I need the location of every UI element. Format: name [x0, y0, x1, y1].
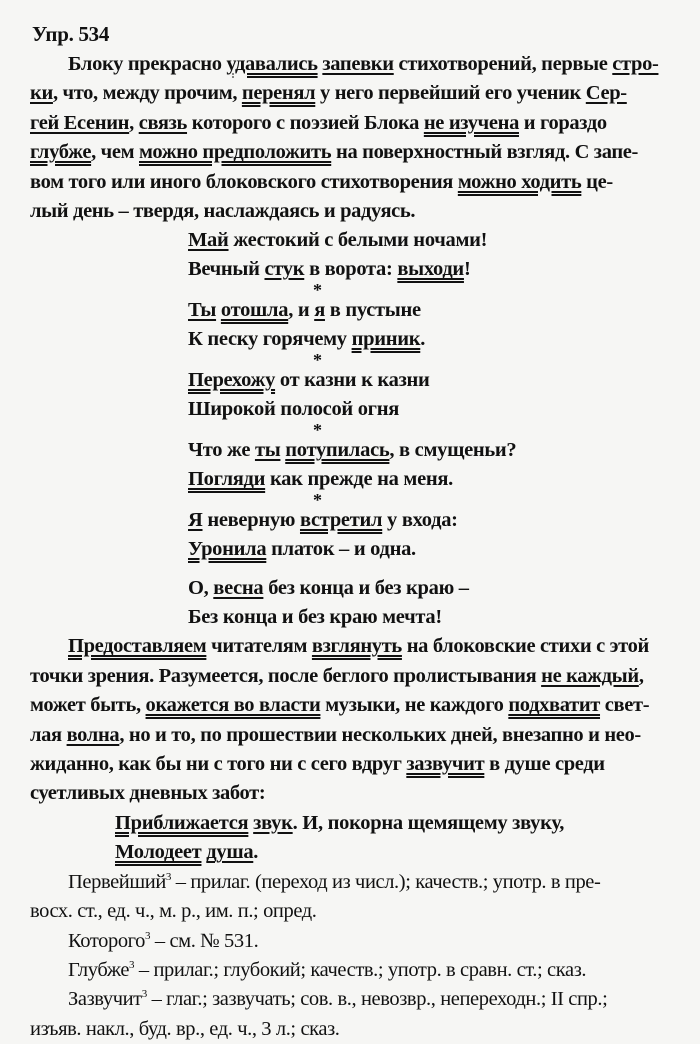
predicate-word: Приближается: [115, 811, 249, 834]
note-entry: [30, 927, 682, 956]
text-run: , что, между прочим,: [52, 82, 242, 105]
note-text: – прилаг. (переход из числ.); качеств.; употр. в пре-: [171, 870, 601, 893]
parse-number: 3: [145, 929, 151, 942]
stanza-separator-asterisk: *: [313, 280, 322, 301]
parse-number: 3: [141, 988, 147, 1001]
note-continuation: изъяв. накл., буд. вр., ед. ч., 3 л.; сказ.: [30, 1017, 340, 1040]
text-run: от казни к казни: [275, 369, 430, 392]
subject-word: душа: [206, 841, 254, 864]
subject-word: гей Есенин: [30, 111, 130, 134]
text-run: К песку горячему: [188, 328, 352, 351]
predicate-word: Погляди: [188, 468, 266, 491]
predicate-word: взглянуть: [311, 635, 402, 658]
text-run: вом того или иного блоковского стихотворения: [30, 170, 458, 193]
text-run: жестокий с белыми ночами!: [228, 229, 488, 252]
predicate-word: потупилась: [285, 439, 390, 462]
verse-line: [188, 296, 682, 325]
text-run: у входа:: [382, 509, 458, 532]
text-run: в душе среди: [484, 753, 605, 776]
note-text: – см. № 531.: [150, 929, 259, 952]
paragraph-readers: [30, 632, 682, 808]
text-run: , но и то, по прошествии нескольких дней, внезапно и нео-: [119, 723, 641, 746]
predicate-word: окажется во власти: [145, 694, 321, 717]
text-run: которого с поэзией Блока: [187, 111, 424, 134]
predicate-word: Молодеет: [115, 841, 202, 864]
predicate-word: можно ходить: [457, 170, 582, 193]
stanza-separator-asterisk: *: [313, 350, 322, 371]
text-run: в пустыне: [324, 299, 421, 322]
subject-word: стро-: [612, 53, 659, 75]
text-run: Вечный: [188, 258, 265, 281]
predicate-word: приник: [351, 328, 421, 351]
note-word: Зазвучит: [68, 988, 142, 1011]
verse-line: [188, 395, 682, 424]
subject-word: я: [314, 299, 325, 322]
verse-line: [188, 535, 682, 564]
subject-word: Я: [188, 509, 203, 532]
text-run: в ворота:: [304, 258, 398, 281]
verse-line: [188, 506, 682, 535]
note-text: – прилаг.; глубокий; качеств.; употр. в сравн. ст.; сказ.: [134, 958, 587, 981]
text-run: лая: [30, 723, 67, 746]
subject-word: волна: [66, 723, 120, 746]
text-run: у него первейший его ученик: [315, 82, 586, 105]
predicate-word: подхватит: [508, 694, 601, 717]
text-run: Широкой полосой огня: [188, 398, 399, 421]
text-run: может быть,: [30, 694, 146, 717]
note-word: Глубже: [68, 958, 130, 981]
text-run: на поверхностный взгляд. С запе-: [331, 141, 639, 164]
text-run: точки зрения. Разумеется, после беглого пролистывания: [30, 664, 542, 687]
note-continuation: восх. ст., ед. ч., м. р., им. п.; опред.: [30, 900, 317, 923]
parse-number: 3: [165, 870, 172, 883]
text-run: платок – и одна.: [266, 538, 416, 561]
text-run: на блоковские стихи с этой: [401, 635, 649, 658]
paragraph-intro: [30, 50, 682, 226]
text-run: .: [253, 841, 259, 864]
note-entry: [30, 956, 682, 985]
subject-word: ты: [254, 439, 281, 462]
stanza-separator-asterisk: *: [313, 490, 322, 511]
predicate-word: Уронила: [188, 538, 267, 561]
predicate-word: перенял: [241, 82, 316, 105]
predicate-word: встретил: [299, 509, 383, 532]
subject-word: ки: [30, 82, 53, 105]
verse-line: [188, 465, 682, 494]
morphological-notes: [30, 868, 682, 1044]
parse-number: 3: [129, 959, 135, 972]
text-run: .: [420, 328, 426, 351]
verse-line: [188, 603, 682, 632]
text-run: неверную: [202, 509, 300, 532]
text-run: лый день – твердя, наслаждаясь и радуясь.: [30, 200, 416, 223]
verse-line: [188, 574, 682, 603]
verse-line: [188, 366, 682, 395]
verse-line: [188, 255, 682, 284]
subject-word: Ты: [188, 299, 217, 322]
predicate-word: отошла: [220, 299, 289, 322]
subject-word: не каждый: [541, 664, 639, 687]
predicate-word: удавались: [226, 53, 318, 75]
text-run: как прежде на меня.: [265, 468, 453, 491]
text-run: Без конца и без краю мечта!: [188, 606, 442, 629]
text-run: Что же: [188, 439, 255, 462]
text-run: музыки, не каждого: [320, 694, 509, 717]
text-run: без конца и без краю –: [263, 577, 469, 600]
note-word: Первейший: [68, 870, 166, 893]
verse-line: [115, 809, 682, 838]
text-run: читателям: [206, 635, 312, 658]
text-run: Блоку прекрасно: [68, 53, 227, 75]
verse-line: [188, 226, 682, 255]
subject-word: звук: [253, 811, 293, 834]
note-entry: [30, 868, 682, 897]
subject-word: запевки: [322, 53, 394, 75]
text-run: , чем: [91, 141, 139, 164]
exercise-title: Упр. 534: [32, 22, 110, 46]
note-entry: [30, 985, 682, 1014]
subject-word: связь: [138, 111, 188, 134]
text-run: . И, покорна щемящему звуку,: [292, 811, 565, 834]
poem-excerpts: [188, 226, 682, 632]
text-run: свет-: [600, 694, 650, 717]
predicate-word: Перехожу: [188, 369, 276, 392]
text-run: це-: [581, 170, 613, 193]
text-run: стихотворений, первые: [393, 53, 613, 75]
text-run: ,: [638, 664, 644, 687]
verse-line: [188, 436, 682, 465]
verse-line: [188, 325, 682, 354]
text-run: , и: [288, 299, 315, 322]
text-run: О,: [188, 577, 214, 600]
verse-line: [115, 838, 682, 867]
text-run: !: [463, 258, 471, 281]
paragraph: [30, 50, 682, 226]
poem-quote: [115, 809, 682, 868]
text-run: и гораздо: [518, 111, 607, 134]
note-text: – глаг.; зазвучать; сов. в., невозвр., непереходн.; II спр.;: [146, 988, 608, 1011]
text-run: суетливых дневных забот:: [30, 782, 266, 805]
predicate-word: зазвучит: [406, 753, 485, 776]
predicate-word: выходи: [397, 258, 464, 281]
predicate-word: не изучена: [423, 111, 519, 134]
predicate-word: Предоставляем: [68, 635, 207, 658]
subject-word: Сер-: [585, 82, 627, 105]
text-run: , в смущеньи?: [389, 439, 517, 462]
predicate-word: можно предположить: [139, 141, 332, 164]
stanza-gap: [188, 564, 682, 574]
subject-word: Май: [188, 229, 229, 252]
note-word: Которого: [68, 929, 146, 952]
predicate-word: глубже: [30, 141, 92, 164]
text-run: ,: [129, 111, 139, 134]
paragraph: [30, 632, 682, 808]
subject-word: весна: [213, 577, 264, 600]
text-run: жиданно, как бы ни с того ни с сего вдруг: [30, 753, 407, 776]
subject-word: стук: [264, 258, 305, 281]
stanza-separator-asterisk: *: [313, 420, 322, 441]
